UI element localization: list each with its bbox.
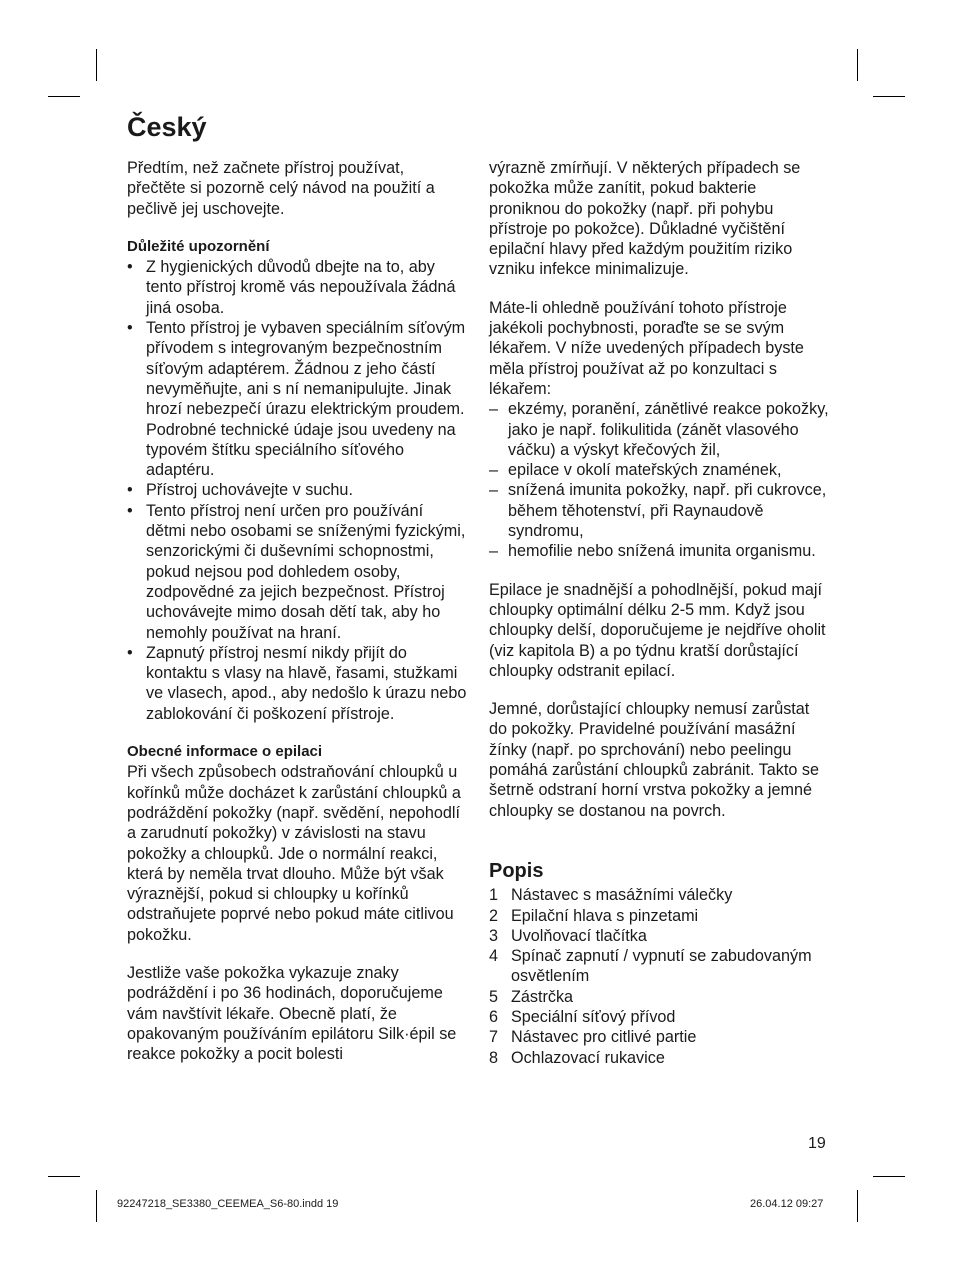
general-paragraph: Jestliže vaše pokožka vykazuje znaky podráždění i po 36 hodinách, doporučujeme vám navštívit lékaře. Obecně platí, že opakovaným používáním epilátoru Silk·épil se reakce pokožky a pocit bolesti [127, 963, 457, 1064]
bullet: • [127, 319, 133, 338]
part-label: Ochlazovací rukavice [511, 1048, 665, 1067]
list-item [489, 1007, 829, 1027]
general-paragraph: Při všech způsobech odstraňování chloupků u kořínků může docházet k zarůstání chloupků a podráždění pokožky (např. svědění, nepohodlí a zarudnutí pokožky) v závislosti na stavu pokožky a chloupků. Jde o normální reakci, která by neměla trvat dlouho. Může být však výraznější, pokud si chloupky u kořínků odstraňujete poprvé nebo pokud máte citlivou pokožku. [127, 763, 461, 944]
part-number: 5 [489, 987, 499, 1006]
general-heading: Obecné informace o epilaci [127, 743, 323, 761]
warning-text: Tento přístroj je vybaven speciálním síťovým přívodem s integrovaným bezpečnostním síťovým adaptérem. Žádnou z jeho částí nevyměňujte, ani s ní nemanipulujte. Jinak hrozí nebezpečí úrazu elektrickým proudem. Podrobné technické údaje jsou uvedeny na typovém štítku speciálního síťového adaptéru. [146, 319, 466, 480]
list-item [489, 541, 829, 561]
body-paragraph: Jemné, dorůstající chloupky nemusí zarůstat do pokožky. Pravidelné používání masážní žínky (např. po sprchování) nebo peelingu pomáhá zarůstání chloupků zabránit. Takto se šetrně odstraní horní vrstva pokožky a jemné chloupky se dostanou na povrch. [489, 700, 819, 820]
list-item [489, 885, 829, 905]
part-number: 6 [489, 1007, 499, 1026]
warning-text: Z hygienických důvodů dbejte na to, aby tento přístroj kromě vás nepoužívala žádná jiná osoba. [146, 258, 456, 317]
condition-text: hemofilie nebo snížená imunita organismu. [508, 542, 816, 561]
part-number: 4 [489, 947, 499, 966]
list-item [489, 1048, 829, 1068]
condition-text: snížená imunita pokožky, např. při cukrovce, během těhotenství, při Raynaudově syndromu, [508, 481, 827, 541]
page-number: 19 [808, 1135, 826, 1152]
body-paragraph: Epilace je snadnější a pohodlnější, pokud mají chloupky optimální délku 2-5 mm. Když jsou chloupky delší, doporučujeme je nejdříve oholit (viz kapitola B) a po týdnu kratší dorůstající chloupky odstranit epilací. [489, 580, 826, 680]
body-paragraph: Máte-li ohledně používání tohoto přístroje jakékoli pochybnosti, poraďte se se svým lékařem. V níže uvedených případech byste měla přístroj používat až po konzultaci s lékařem: [489, 298, 804, 398]
list-item [489, 926, 829, 946]
list-item [127, 257, 467, 318]
parts-list [489, 885, 829, 1068]
list-item [489, 399, 829, 460]
condition-text: ekzémy, poranění, zánětlivé reakce pokožky, jako je např. folikulitida (zánět vlasového váčku) a výskyt křečových žil, [508, 400, 829, 459]
warnings-list [127, 257, 467, 724]
list-item [127, 318, 467, 480]
dash: – [489, 481, 499, 500]
crop-mark [857, 1190, 858, 1222]
part-label: Uvolňovací tlačítka [511, 926, 647, 945]
warning-text: Zapnutý přístroj nesmí nikdy přijít do kontaktu s vlasy na hlavě, řasami, stužkami ve vlasech, apod., aby nedošlo k úrazu nebo zablokování či poškození přístroje. [146, 643, 467, 723]
footer-filename: 92247218_SE3380_CEEMEA_S6-80.indd 19 [117, 1198, 339, 1210]
part-label: Epilační hlava s pinzetami [511, 906, 699, 925]
part-number: 3 [489, 926, 499, 945]
conditions-list [489, 399, 829, 561]
list-item [489, 987, 829, 1007]
warnings-heading: Důležité upozornění [127, 237, 270, 255]
part-label: Zástrčka [511, 987, 574, 1006]
part-label: Nástavec s masážními válečky [511, 886, 733, 905]
crop-mark [96, 1190, 97, 1222]
crop-mark [48, 1176, 80, 1177]
dash: – [489, 461, 499, 480]
crop-mark [48, 96, 80, 97]
condition-text: epilace v okolí mateřských znamének, [508, 461, 782, 480]
list-item [127, 480, 467, 500]
bullet: • [127, 501, 133, 520]
list-item [489, 906, 829, 926]
crop-mark [873, 96, 905, 97]
part-label: Speciální síťový přívod [511, 1007, 676, 1026]
warning-text: Přístroj uchovávejte v suchu. [146, 481, 353, 500]
warning-text: Tento přístroj není určen pro používání dětmi nebo osobami se sníženými fyzickými, senzorickými či duševními schopnostmi, pokud nejsou pod dohledem osoby, zodpovědné za jejich bezpečnost. Přístroj uchovávejte mimo dosah dětí tak, aby ho nemohly používat na hraní. [146, 501, 466, 642]
part-number: 8 [489, 1048, 499, 1067]
dash: – [489, 542, 499, 561]
part-number: 1 [489, 886, 499, 905]
bullet: • [127, 643, 133, 662]
footer-datetime: 26.04.12 09:27 [750, 1198, 824, 1210]
list-item [127, 643, 467, 724]
bullet: • [127, 481, 133, 500]
page-title: Český [127, 112, 207, 142]
popis-heading: Popis [489, 859, 544, 882]
intro-paragraph: Předtím, než začnete přístroj používat, přečtěte si pozorně celý návod na použití a pečlivě jej uschovejte. [127, 159, 435, 218]
crop-mark [857, 49, 858, 81]
list-item [489, 460, 829, 480]
part-number: 2 [489, 906, 499, 925]
right-column [489, 158, 829, 1068]
list-item [127, 501, 467, 643]
list-item [489, 480, 829, 541]
left-column [127, 158, 467, 1064]
part-label: Nástavec pro citlivé partie [511, 1028, 697, 1047]
list-item [489, 946, 829, 987]
bullet: • [127, 258, 133, 277]
dash: – [489, 400, 499, 419]
list-item [489, 1027, 829, 1047]
body-paragraph: výrazně zmírňují. V některých případech se pokožka může zanítit, pokud bakterie proniknou do pokožky (např. při pohybu přístroje po pokožce). Důkladné vyčištění epilační hlavy před každým použitím riziko vzniku infekce minimalizuje. [489, 159, 801, 279]
crop-mark [873, 1176, 905, 1177]
part-label: Spínač zapnutí / vypnutí se zabudovaným osvětlením [511, 947, 812, 986]
part-number: 7 [489, 1028, 499, 1047]
crop-mark [96, 49, 97, 81]
